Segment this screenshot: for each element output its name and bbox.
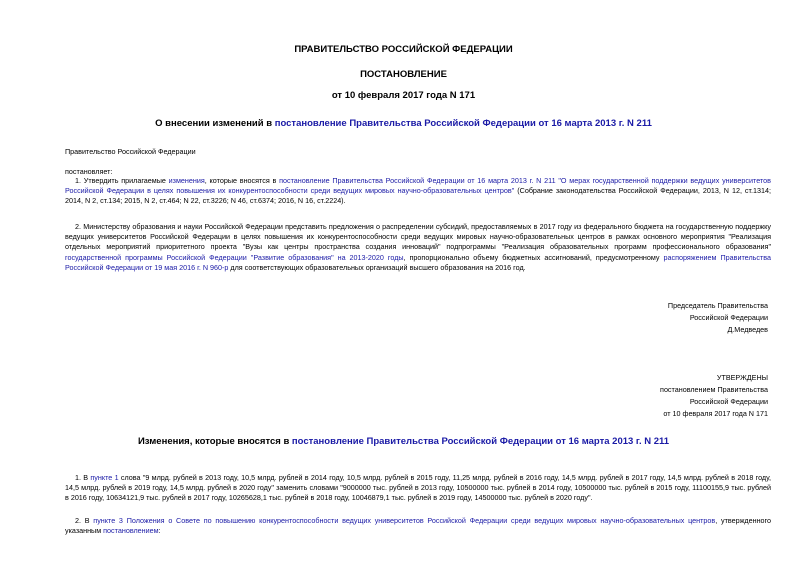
approval-line-1: УТВЕРЖДЕНЫ: [716, 373, 768, 382]
change-2: [65, 516, 771, 536]
changes-title-prefix: Изменения, которые вносятся в: [137, 436, 292, 447]
c2-text-4: :: [158, 526, 161, 536]
c2-link-regulation[interactable]: Положения о Совете по повышению конкурентоспособности ведущих университетов Российской Федерации среди ведущих мировых научно-образовательных центров: [126, 516, 716, 525]
approval-line-3: Российской Федерации: [689, 397, 768, 406]
p1-text-1: 1. Утвердить прилагаемые: [75, 176, 169, 185]
changes-title-link[interactable]: постановление Правительства Российской Федерации от 16 марта 2013 г. N 211: [291, 436, 670, 447]
p2-text-3: для соответствующих образовательных организаций высшего образования на 2016 год.: [228, 262, 526, 272]
c1-text-1: 1. В: [75, 473, 91, 482]
issuer-text: Правительство Российской Федерации: [65, 147, 196, 156]
approval-line-4: от 10 февраля 2017 года N 171: [663, 409, 768, 418]
c2-link-item3[interactable]: пункте 3: [93, 516, 123, 525]
c1-link-item1[interactable]: пункте 1: [90, 473, 119, 482]
doc-type-heading: ПОСТАНОВЛЕНИЕ: [360, 69, 447, 80]
p1-link-changes[interactable]: изменения: [168, 176, 205, 185]
p1-text-2: , которые вносятся в: [204, 176, 280, 185]
c2-text-3: , утвержденного указанным: [65, 516, 771, 536]
change-1: [65, 473, 771, 504]
p1-link-decree[interactable]: постановление Правительства Российской Федерации от 16 марта 2013 г. N 211 "О мерах государственной поддержки ведущих университетов Российской Федерации в целях повышения их конкурентоспособности среди ведущих мировых научно-образовательных центров": [65, 176, 771, 196]
approval-block: [568, 372, 768, 420]
c2-link-decree[interactable]: постановлением: [103, 526, 159, 536]
doc-title-prefix: О внесении изменений в: [155, 118, 275, 129]
p1-text-3: (Собрание законодательства Российской Федерации, 2013, N 12, ст.1314; 2014, N 2, ст.134; 2015, N 2, ст.464; N 22, ст.3226; N 46, ст.6374; 2016, N 16, ст.2224).: [65, 186, 771, 206]
p2-link-order[interactable]: распоряжением Правительства Российской Федерации от 19 мая 2016 г. N 960-р: [65, 252, 771, 272]
signature-block: [568, 300, 768, 336]
paragraph-1: [65, 176, 771, 207]
changes-title: [0, 436, 807, 447]
p2-link-program[interactable]: государственной программы Российской Федерации "Развитие образования" на 2013-2020 годы: [65, 252, 404, 262]
doc-title: [0, 118, 807, 129]
approval-line-2: постановлением Правительства: [660, 385, 768, 394]
signature-name: Д.Медведев: [727, 325, 768, 334]
c2-text-1: 2. В: [75, 516, 94, 525]
government-heading: ПРАВИТЕЛЬСТВО РОССИЙСКОЙ ФЕДЕРАЦИИ: [294, 44, 513, 55]
signature-position-2: Российской Федерации: [689, 313, 768, 322]
decrees-text: постановляет:: [65, 167, 113, 176]
p2-text-2: , пропорционально объему бюджетных ассигнований, предусмотренному: [403, 252, 664, 262]
signature-position-1: Председатель Правительства: [667, 301, 768, 310]
doc-date-heading: от 10 февраля 2017 года N 171: [331, 90, 476, 101]
c1-text-2: слова "9 млрд. рублей в 2013 году, 10,5 млрд. рублей в 2014 году, 10,5 млрд. рублей в 2015 году, 11,25 млрд. рублей в 2016 году, 14,5 млрд. рублей в 2017 году, 14,5 млрд. рублей в 2018 году, 14,5 млрд. рублей в 2019 году, 14,5 млрд. рублей в 2020 году" заменить словами "9000000 тыс. рублей в 2013 году, 10500000 тыс. рублей в 2014 году, 10500000 тыс. рублей в 2015 году, 11100155,9 тыс. рублей в 2016 году, 10634121,9 тыс. рублей в 2017 году, 10265628,1 тыс. рублей в 2018 году, 10046879,1 тыс. рублей в 2019 году, 14500000 тыс. рублей в 2020 году".: [65, 473, 771, 503]
paragraph-2: [65, 222, 771, 273]
p2-text-1: 2. Министерству образования и науки Российской Федерации представить предложения о распределении субсидий, предоставляемых в 2017 году из федерального бюджета на государственную поддержку ведущих университетов Российской Федерации в целях повышения их конкурентоспособности среди ведущих мировых научно-образовательных центров в рамках основного мероприятия "Реализация отдельных мероприятий приоритетного проекта "Вузы как центры пространства создания инноваций" подпрограммы "Реализация образовательных программ профессионального образования": [65, 222, 771, 252]
doc-title-link[interactable]: постановление Правительства Российской Федерации от 16 марта 2013 г. N 211: [274, 118, 652, 129]
